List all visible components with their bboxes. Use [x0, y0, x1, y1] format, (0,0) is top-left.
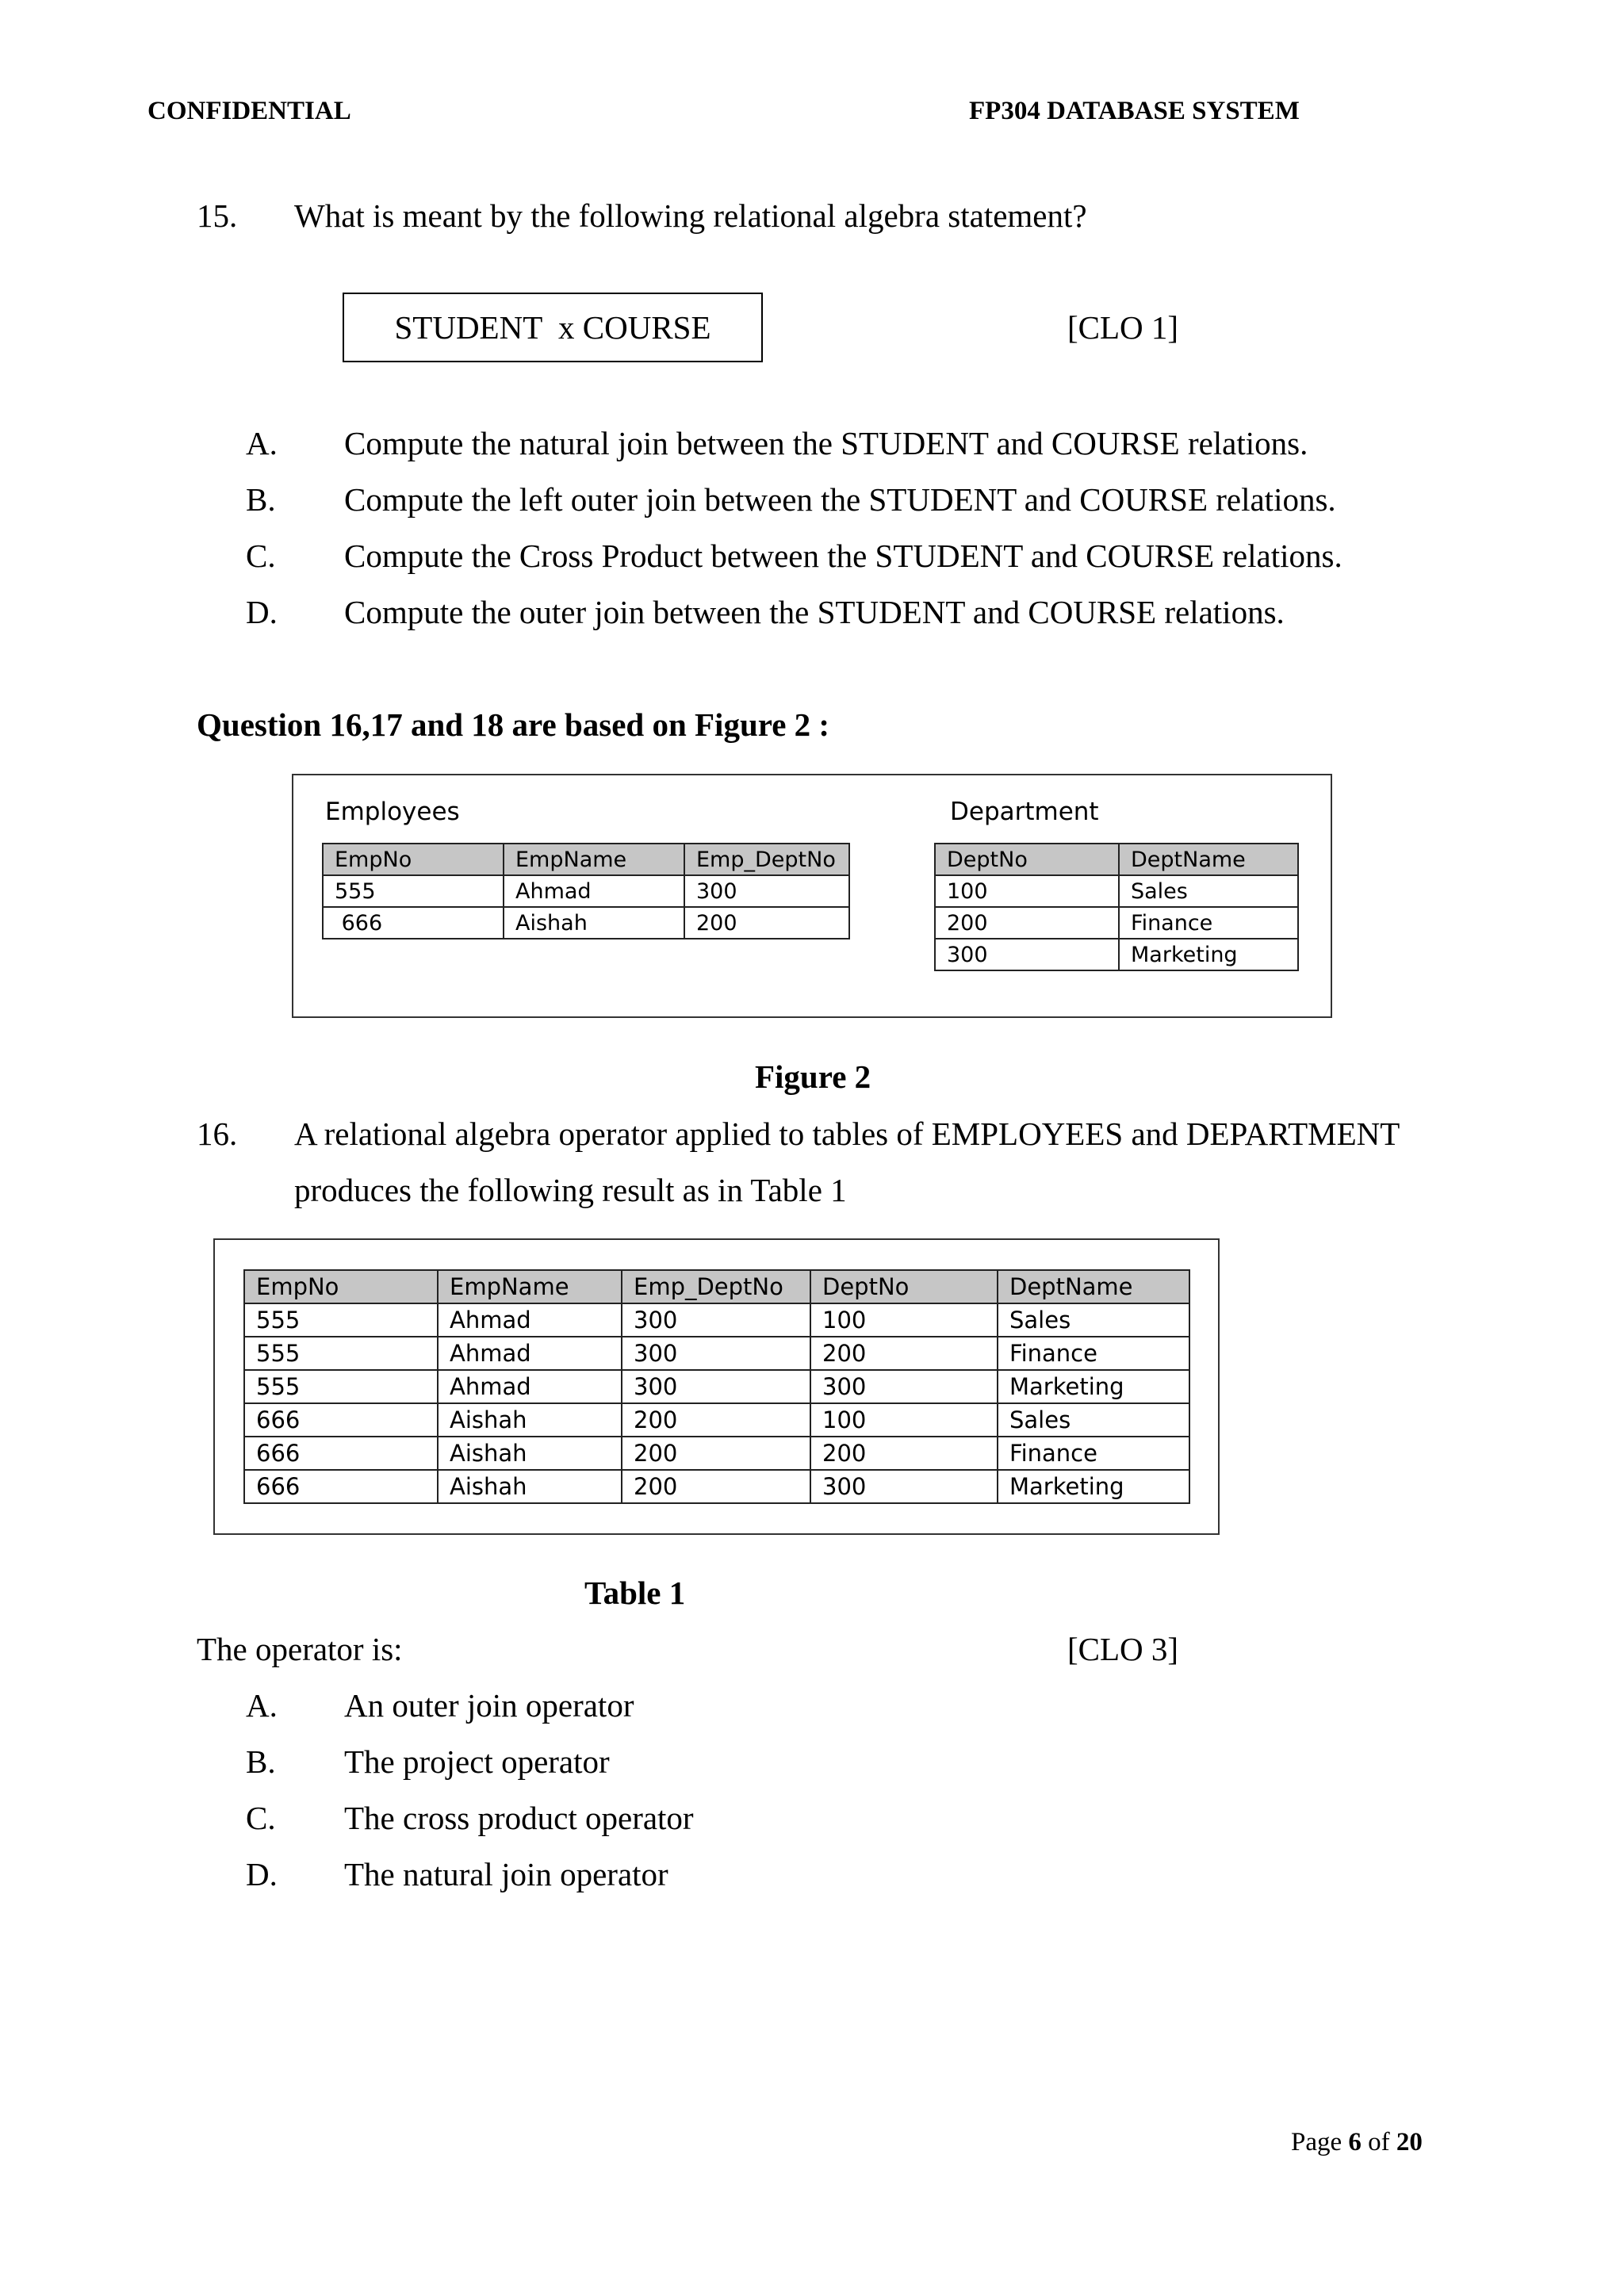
q15-option-a-letter: A. [246, 425, 278, 461]
table-cell: Sales [998, 1403, 1189, 1437]
table-cell: 300 [622, 1303, 810, 1337]
q16-option-b-letter: B. [246, 1743, 276, 1780]
table-cell: Marketing [1119, 939, 1298, 970]
table-cell: 200 [810, 1437, 998, 1470]
table-row [244, 1337, 1189, 1370]
q15-number: 15. [197, 197, 238, 234]
q16-clo: [CLO 3] [1067, 1631, 1179, 1667]
header-right: FP304 DATABASE SYSTEM [969, 97, 1300, 125]
q16-number: 16. [197, 1115, 238, 1152]
table-1-header-row [244, 1270, 1189, 1303]
table-row [323, 875, 849, 907]
table-cell: Aishah [438, 1403, 622, 1437]
department-col-deptname: DeptName [1119, 844, 1298, 875]
table-cell: Finance [998, 1437, 1189, 1470]
header-left: CONFIDENTIAL [147, 97, 351, 125]
table-cell: Marketing [998, 1370, 1189, 1403]
table-cell: 555 [323, 875, 504, 907]
q16-option-c-letter: C. [246, 1800, 276, 1836]
table-cell: Sales [1119, 875, 1298, 907]
table-cell: Aishah [438, 1470, 622, 1503]
page-current: 6 [1348, 2128, 1362, 2156]
table-cell: Ahmad [438, 1370, 622, 1403]
table-1-label: Table 1 [584, 1575, 686, 1611]
page-number [1291, 2128, 1423, 2157]
table-row [244, 1437, 1189, 1470]
table-1-col-empname: EmpName [438, 1270, 622, 1303]
q15-option-b-text: Compute the left outer join between the STUDENT and COURSE relations. [344, 481, 1336, 518]
table-cell: 200 [622, 1403, 810, 1437]
table-cell: Sales [998, 1303, 1189, 1337]
q16-option-c-text: The cross product operator [344, 1800, 694, 1836]
table-row [244, 1470, 1189, 1503]
table-cell: 300 [810, 1370, 998, 1403]
table-cell: 300 [622, 1370, 810, 1403]
employees-col-empname: EmpName [504, 844, 684, 875]
department-caption: Department [950, 798, 1099, 826]
table-cell: 200 [622, 1437, 810, 1470]
table-row [935, 907, 1298, 939]
q16-line1: A relational algebra operator applied to tables of EMPLOYEES and DEPARTMENT [294, 1115, 1400, 1152]
table-row [935, 939, 1298, 970]
q15-expression-box [343, 293, 763, 362]
page-total: 20 [1396, 2128, 1423, 2156]
q15-question: What is meant by the following relational algebra statement? [294, 197, 1087, 234]
table-row [244, 1303, 1189, 1337]
table-cell: 200 [622, 1470, 810, 1503]
department-table [934, 843, 1299, 971]
table-cell: 300 [684, 875, 849, 907]
q16-line2: produces the following result as in Table 1 [294, 1172, 847, 1208]
table-1 [243, 1269, 1190, 1504]
q16-option-d-letter: D. [246, 1856, 278, 1892]
table-row [244, 1403, 1189, 1437]
q16-option-b-text: The project operator [344, 1743, 610, 1780]
table-1-col-deptname: DeptName [998, 1270, 1189, 1303]
table-row [935, 875, 1298, 907]
employees-table [322, 843, 850, 939]
table-cell: 555 [244, 1303, 438, 1337]
table-cell: Ahmad [504, 875, 684, 907]
table-1-col-deptno: DeptNo [810, 1270, 998, 1303]
table-cell: 666 [244, 1437, 438, 1470]
q15-expression: STUDENT x COURSE [394, 309, 711, 346]
section-heading: Question 16,17 and 18 are based on Figure 2 : [197, 706, 830, 743]
table-cell: Aishah [438, 1437, 622, 1470]
table-cell: 300 [935, 939, 1119, 970]
q16-prompt: The operator is: [197, 1631, 403, 1667]
table-cell: Marketing [998, 1470, 1189, 1503]
table-cell: 555 [244, 1370, 438, 1403]
employees-header-row [323, 844, 849, 875]
table-cell: 666 [244, 1470, 438, 1503]
q15-option-c-text: Compute the Cross Product between the STUDENT and COURSE relations. [344, 538, 1342, 574]
q15-option-a-text: Compute the natural join between the STUDENT and COURSE relations. [344, 425, 1308, 461]
figure-2-label: Figure 2 [755, 1058, 871, 1095]
table-cell: 200 [810, 1337, 998, 1370]
table-cell: 300 [622, 1337, 810, 1370]
table-cell: 100 [810, 1303, 998, 1337]
table-cell: Ahmad [438, 1337, 622, 1370]
page-word: Page [1291, 2128, 1349, 2156]
table-cell: 200 [684, 907, 849, 939]
table-cell: Finance [998, 1337, 1189, 1370]
table-cell: 200 [935, 907, 1119, 939]
table-row [323, 907, 849, 939]
table-cell: Ahmad [438, 1303, 622, 1337]
employees-col-emp-deptno: Emp_DeptNo [684, 844, 849, 875]
q15-option-c-letter: C. [246, 538, 276, 574]
page-of: of [1361, 2128, 1396, 2156]
q15-option-d-text: Compute the outer join between the STUDENT and COURSE relations. [344, 594, 1285, 630]
employees-caption: Employees [325, 798, 460, 826]
table-cell: Aishah [504, 907, 684, 939]
table-cell: 666 [244, 1403, 438, 1437]
table-cell: Finance [1119, 907, 1298, 939]
table-cell: 100 [810, 1403, 998, 1437]
q15-option-d-letter: D. [246, 594, 278, 630]
table-cell: 100 [935, 875, 1119, 907]
q15-clo: [CLO 1] [1067, 309, 1179, 346]
q16-option-d-text: The natural join operator [344, 1856, 668, 1892]
department-col-deptno: DeptNo [935, 844, 1119, 875]
q15-option-b-letter: B. [246, 481, 276, 518]
q16-option-a-text: An outer join operator [344, 1687, 634, 1724]
table-1-col-empno: EmpNo [244, 1270, 438, 1303]
table-1-col-emp-deptno: Emp_DeptNo [622, 1270, 810, 1303]
table-cell: 555 [244, 1337, 438, 1370]
employees-col-empno: EmpNo [323, 844, 504, 875]
q16-option-a-letter: A. [246, 1687, 278, 1724]
table-cell: 666 [323, 907, 504, 939]
table-cell: 300 [810, 1470, 998, 1503]
department-header-row [935, 844, 1298, 875]
table-row [244, 1370, 1189, 1403]
